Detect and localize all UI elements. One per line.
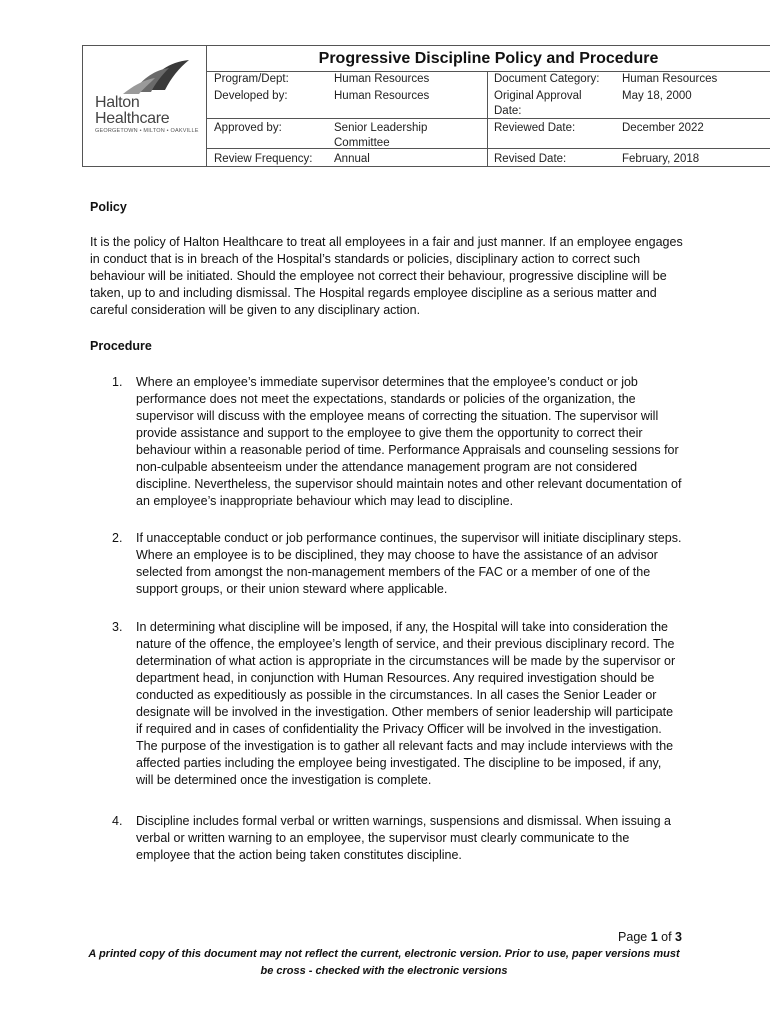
document-title: Progressive Discipline Policy and Procedure [206, 46, 770, 72]
item-number: 1. [112, 375, 123, 389]
reviewed-date-label: Reviewed Date: [494, 122, 576, 134]
developed-by-label: Developed by: [214, 90, 288, 102]
revised-date-value: February, 2018 [622, 153, 700, 165]
procedure-item [112, 813, 682, 864]
logo [83, 46, 207, 166]
review-frequency-label: Review Frequency: [214, 153, 313, 165]
original-approval-label-line1: Original Approval [494, 90, 582, 102]
procedure-item [112, 374, 682, 510]
item-text: Where an employee’s immediate supervisor determines that the employee’s conduct or job performance does not meet the expectations, standards or policies of the organization, the supervisor will discuss with the employee means of correcting the situation. The supervisor will provide assistance and support to the employee to give them the opportunity to correct their behaviour within a reasonable period of time. Performance Appraisals and counseling sessions for non-culpable absenteeism under the attendance management program are not considered discipline. Nevertheless, the supervisor should maintain notes and other relevant documentation of an employee’s inappropriate behaviour which may lead to discipline. [136, 375, 682, 508]
developed-by-value: Human Resources [334, 90, 430, 102]
approved-by-label: Approved by: [214, 122, 282, 134]
item-text: Discipline includes formal verbal or written warnings, suspensions and dismissal. When issuing a verbal or written warning to an employee, the supervisor must clearly communicate to the employee that the action being taken constitutes discipline. [136, 814, 671, 862]
halton-logo-swoosh-icon [93, 58, 193, 98]
item-text: If unacceptable conduct or job performance continues, the supervisor will initiate disciplinary steps. Where an employee is to be disciplined, they may choose to have the assistance of an advisor selected from amongst the non-management members of the FAC or a member of one of the support groups, or their union steward where applicable. [136, 531, 682, 596]
item-number: 2. [112, 531, 123, 545]
footer-disclaimer: A printed copy of this document may not reflect the current, electronic version. Prior to use, paper versions must be cross - checked with the electronic versions [88, 948, 680, 977]
row-divider [206, 118, 770, 119]
logo-text-healthcare: Healthcare [95, 110, 170, 127]
procedure-heading: Procedure [90, 339, 152, 353]
approved-by-value-line2: Committee [334, 137, 390, 149]
program-dept-value: Human Resources [334, 73, 430, 85]
policy-heading: Policy [90, 200, 127, 214]
procedure-item [112, 530, 682, 598]
document-category-label: Document Category: [494, 73, 600, 85]
page-of: of [657, 930, 676, 944]
procedure-item [112, 619, 682, 789]
header-table [82, 45, 770, 167]
reviewed-date-value: December 2022 [622, 122, 704, 134]
item-number: 3. [112, 620, 123, 634]
revised-date-label: Revised Date: [494, 153, 567, 165]
logo-text-locations: GEORGETOWN • MILTON • OAKVILLE [95, 128, 199, 134]
document-category-value: Human Resources [622, 73, 718, 85]
column-divider [487, 71, 488, 166]
page-label: Page [618, 930, 651, 944]
item-number: 4. [112, 814, 123, 828]
approved-by-value-line1: Senior Leadership [334, 122, 428, 134]
program-dept-label: Program/Dept: [214, 73, 289, 85]
original-approval-value: May 18, 2000 [622, 90, 692, 102]
page-current: 1 [650, 930, 658, 944]
policy-text: It is the policy of Halton Healthcare to treat all employees in a fair and just manner. If an employee engages in conduct that is in breach of the Hospital’s standards or policies, disciplinary action to correct such behaviour will be initiated. Should the employee not correct their behaviour, progressive discipline will be taken, up to and including dismissal. The Hospital regards employee discipline as a serious matter and careful consideration will be given to any disciplinary action. [90, 235, 683, 317]
logo-text-halton: Halton [95, 94, 140, 111]
item-text: In determining what discipline will be imposed, if any, the Hospital will take into consideration the nature of the offence, the employee’s length of service, and their previous disciplinary record. The determination of what action is appropriate in the circumstances will be made by the supervisor or department head, in conjunction with Human Resources. Any required investigation should be conducted as expeditiously as possible in the circumstances. In all cases the Senior Leader or designate will be involved in the investigation. Other members of senior leadership will participate if required and in cases of confidentiality the Privacy Officer will be involved in the investigation. The purpose of the investigation is to gather all relevant facts and may include interviews with the affected parties including the employee being investigated. The discipline to be imposed, if any, will be determined once the investigation is complete. [136, 620, 676, 787]
review-frequency-value: Annual [334, 153, 370, 165]
row-divider [206, 148, 770, 149]
page-number [580, 930, 682, 944]
page-total: 3 [675, 930, 682, 944]
original-approval-label-line2: Date: [494, 105, 522, 117]
